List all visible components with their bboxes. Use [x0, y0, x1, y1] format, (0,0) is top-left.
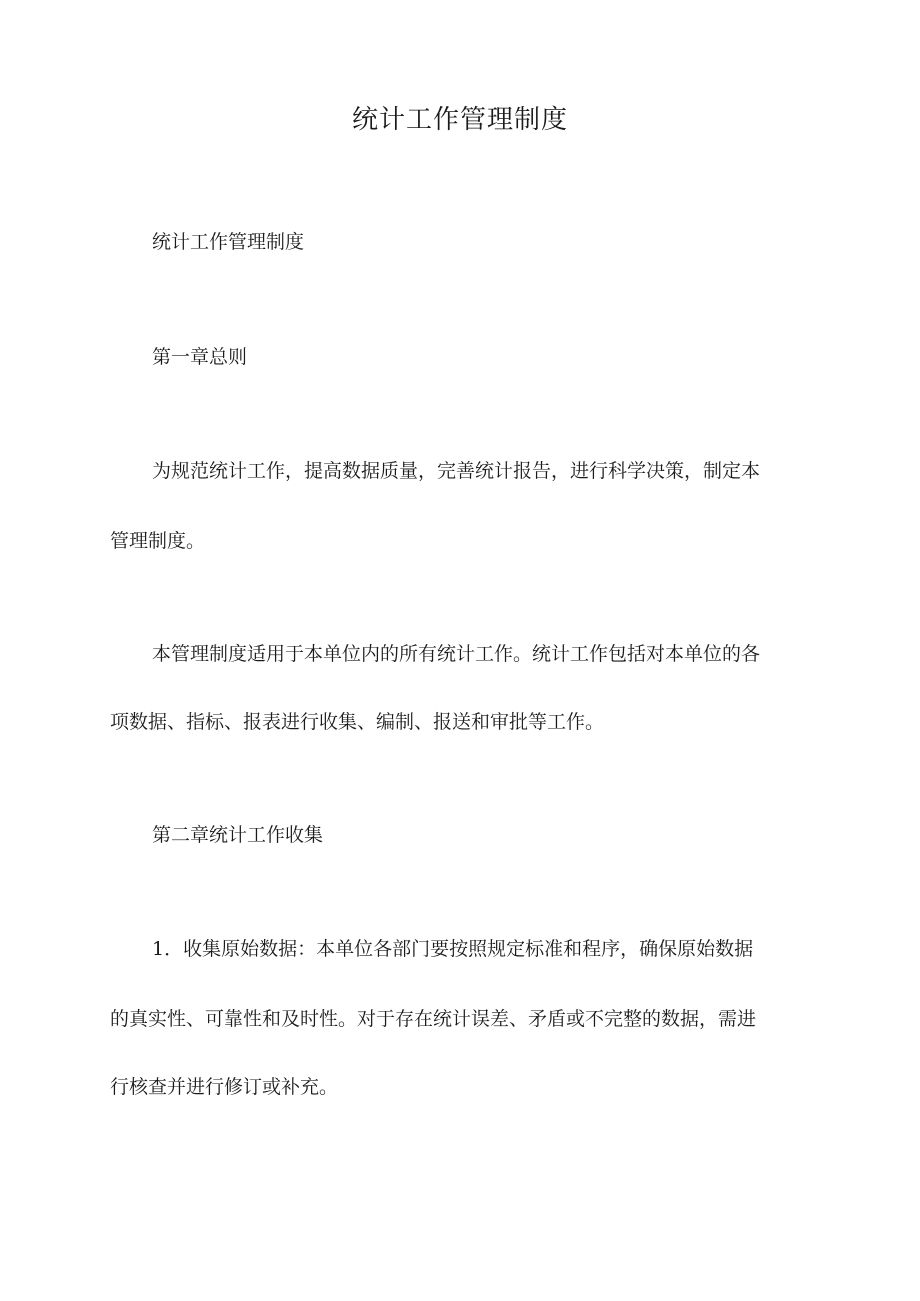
chapter-2-item-1-line-2: 的真实性、可靠性和及时性。对于存在统计误差、矛盾或不完整的数据，需进	[110, 1008, 757, 1030]
chapter-2-item-1-line-1: 1．收集原始数据：本单位各部门要按照规定标准和程序，确保原始数据	[152, 938, 754, 960]
chapter-2-item-1-line-3: 行核查并进行修订或补充。	[110, 1076, 339, 1098]
chapter-1-paragraph-1-line-2: 管理制度。	[110, 530, 206, 552]
chapter-1-paragraph-1-line-1: 为规范统计工作，提高数据质量，完善统计报告，进行科学决策，制定本	[152, 460, 761, 482]
chapter-1-heading: 第一章总则	[152, 346, 248, 368]
document-title: 统计工作管理制度	[351, 105, 568, 135]
chapter-1-paragraph-2-line-1: 本管理制度适用于本单位内的所有统计工作。统计工作包括对本单位的各	[152, 643, 761, 665]
chapter-2-heading: 第二章统计工作收集	[152, 824, 324, 846]
document-subtitle: 统计工作管理制度	[152, 231, 305, 253]
chapter-1-paragraph-2-line-2: 项数据、指标、报表进行收集、编制、报送和审批等工作。	[110, 711, 605, 733]
